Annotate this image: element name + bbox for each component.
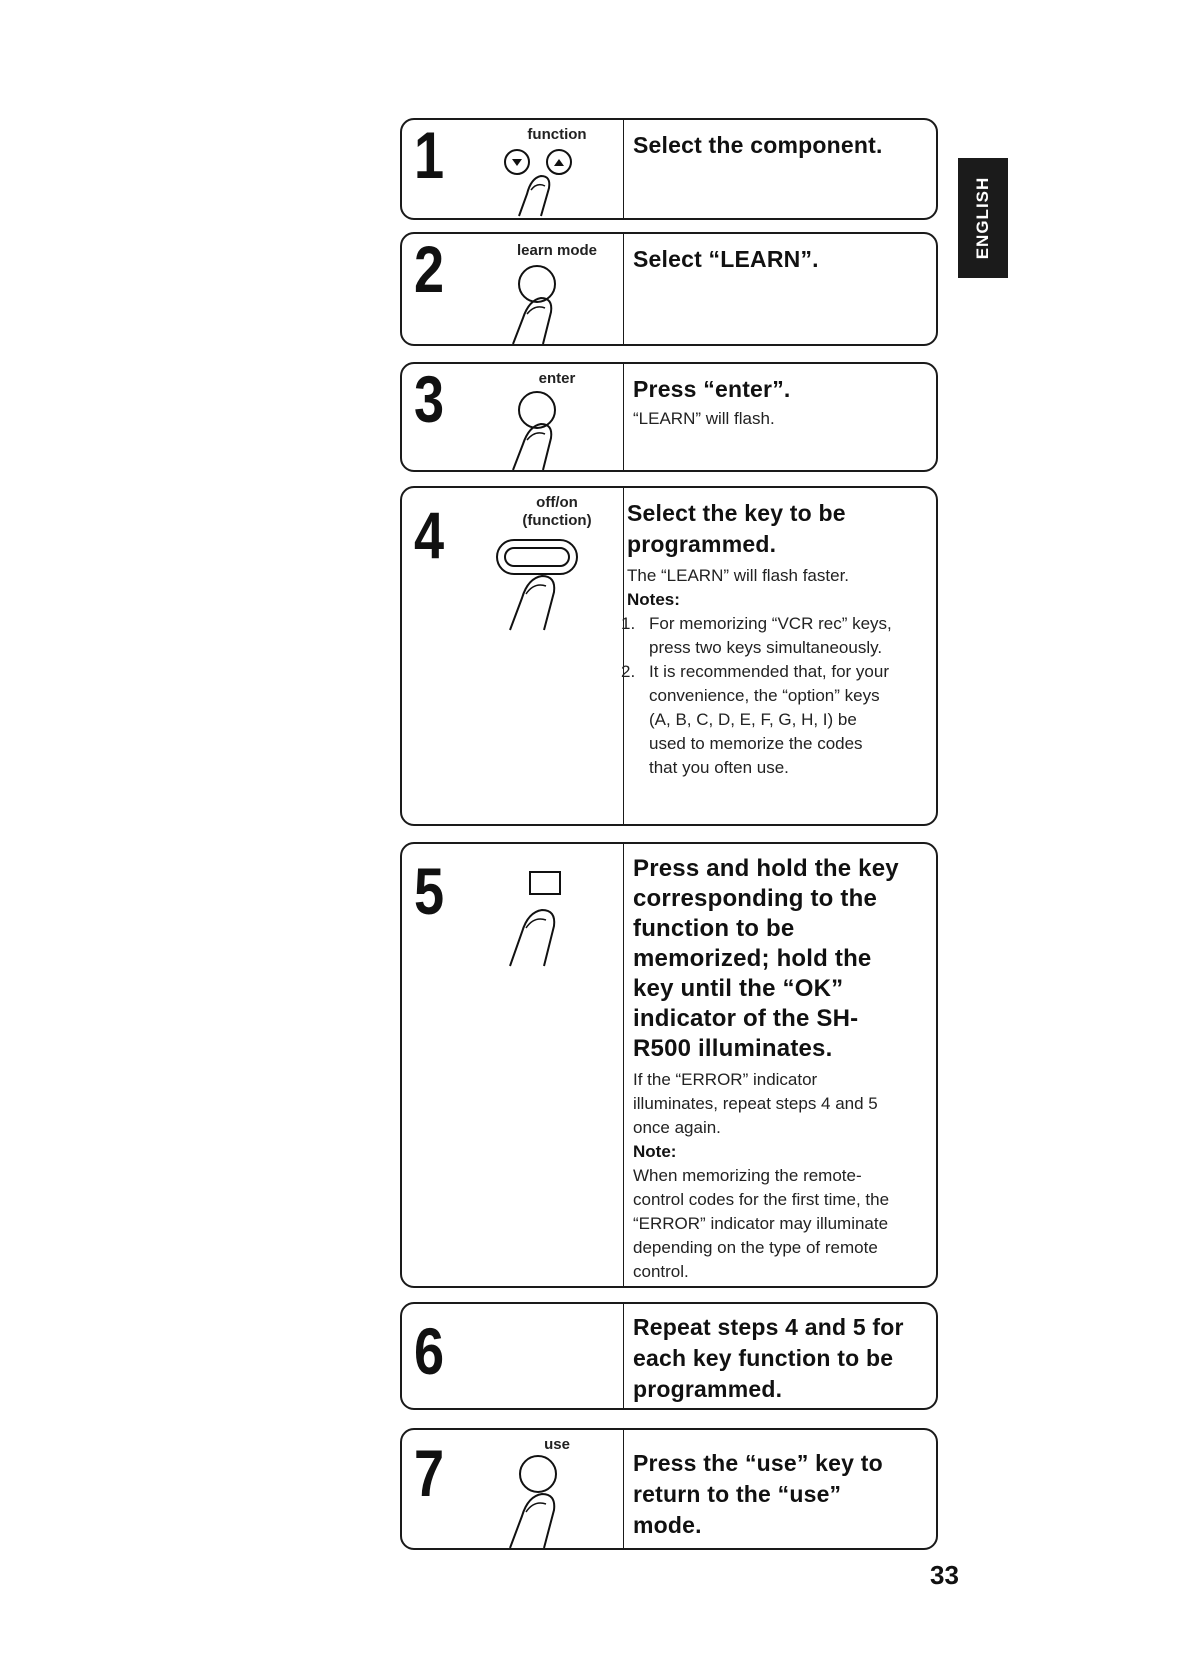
step-title: Press the “use” key to return to the “use” mode.	[633, 1450, 883, 1538]
step-3	[400, 362, 938, 472]
step-title: Press and hold the key corresponding to the function to be memorized; hold the key until the “OK” indicator of the SH-R500 illuminates.	[633, 855, 899, 1062]
step-6-instructions	[633, 1304, 930, 1408]
key-label-line2: (function)	[522, 512, 592, 529]
step-number: 7	[414, 1436, 445, 1510]
step-7-illustration	[402, 1430, 624, 1548]
notes-heading: Notes:	[627, 590, 680, 609]
step-4-illustration	[402, 488, 624, 824]
use-key-icon	[494, 1454, 594, 1550]
step-7-instructions	[633, 1430, 930, 1548]
step-2-illustration	[402, 234, 624, 344]
note-text: It is recommended that, for your convenience, the “option” keys (A, B, C, D, E, F, G, H, I) be used to memorize the codes that you often use.	[649, 662, 889, 777]
note-index: 1.	[621, 614, 636, 633]
note-item	[621, 660, 930, 780]
step-title: Press “enter”.	[633, 376, 791, 402]
step-3-illustration	[402, 364, 624, 470]
step-5-instructions	[633, 844, 930, 1286]
step-7	[400, 1428, 938, 1550]
function-arrow-keys-icon	[497, 146, 597, 218]
note-item	[621, 612, 930, 660]
step-text: If the “ERROR” indicator illuminates, repeat steps 4 and 5 once again.	[633, 1070, 878, 1137]
step-1	[400, 118, 938, 220]
off-on-key-icon	[492, 536, 602, 632]
step-4	[400, 486, 938, 826]
step-title: Select “LEARN”.	[633, 246, 819, 272]
step-number: 1	[414, 118, 445, 192]
step-6-illustration	[402, 1304, 624, 1408]
step-2-instructions	[633, 234, 930, 344]
key-label-line1: off/on	[536, 494, 578, 511]
step-title: Select the component.	[633, 132, 883, 158]
note-text: When memorizing the remote-control codes for the first time, the “ERROR” indicator may illuminate depending on the type of remote control.	[633, 1166, 890, 1281]
key-label: learn mode	[516, 242, 598, 259]
step-4-instructions	[621, 488, 930, 824]
key-label: use	[544, 1436, 570, 1453]
step-5-illustration	[402, 844, 624, 1286]
language-tab	[958, 158, 1008, 278]
step-title: Select the key to be programmed.	[627, 500, 846, 557]
learn-mode-key-icon	[497, 262, 597, 346]
step-number: 2	[414, 232, 445, 306]
step-2	[400, 232, 938, 346]
step-number: 3	[414, 362, 445, 436]
page-number: 33	[930, 1560, 959, 1590]
step-1-illustration	[402, 120, 624, 218]
step-title: Repeat steps 4 and 5 for each key function to be programmed.	[633, 1314, 904, 1402]
language-tab-label: ENGLISH	[973, 176, 992, 260]
step-text: “LEARN” will flash.	[633, 409, 775, 428]
step-6	[400, 1302, 938, 1410]
note-index: 2.	[621, 662, 636, 681]
step-5	[400, 842, 938, 1288]
memorize-key-icon	[494, 868, 594, 968]
step-number: 5	[414, 854, 445, 928]
enter-key-icon	[497, 390, 597, 472]
step-number: 6	[414, 1314, 445, 1388]
key-label: enter	[538, 370, 576, 387]
step-number: 4	[414, 498, 445, 572]
note-heading: Note:	[633, 1142, 677, 1161]
step-1-instructions	[633, 120, 930, 218]
note-text: For memorizing “VCR rec” keys, press two keys simultaneously.	[649, 614, 892, 657]
step-text: The “LEARN” will flash faster.	[627, 566, 850, 585]
step-3-instructions	[633, 364, 930, 470]
key-label: function	[527, 126, 587, 143]
